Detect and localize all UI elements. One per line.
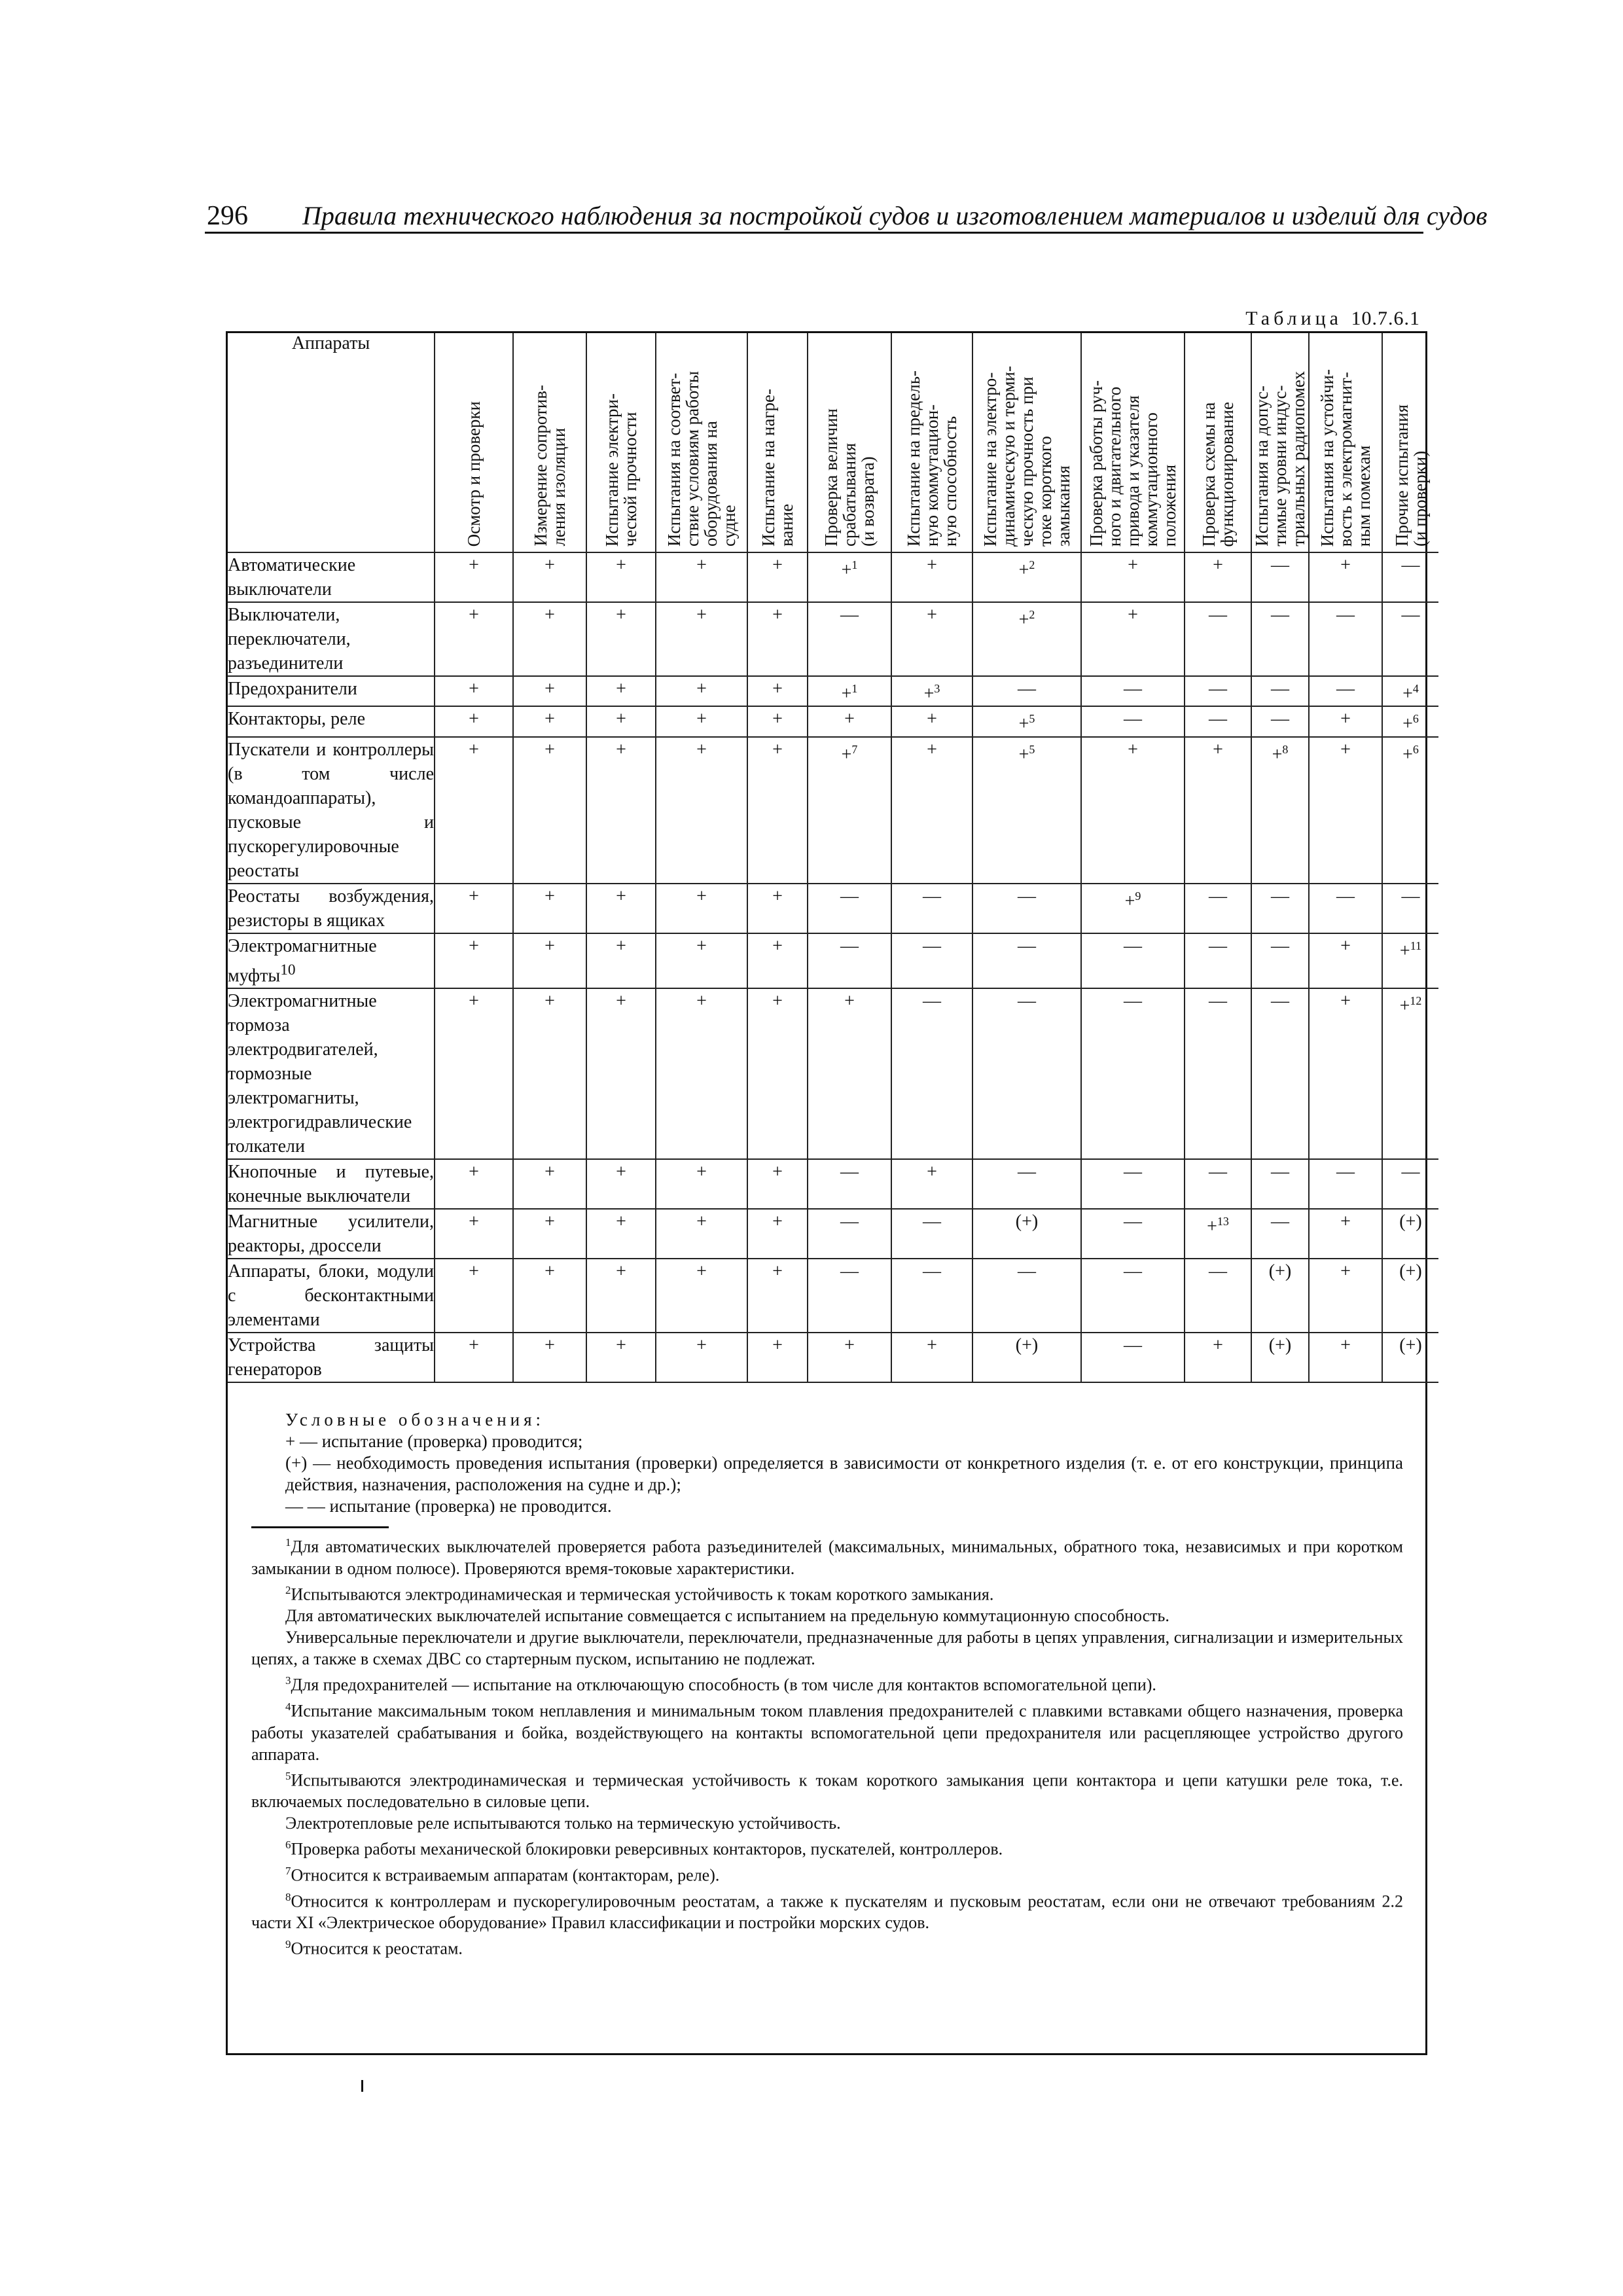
table-cell: —	[1081, 1259, 1185, 1333]
cell-footnote-ref: 1	[851, 558, 858, 571]
row-label	[228, 884, 435, 933]
table-cell: (+)	[1382, 1333, 1438, 1382]
table-cell: (+)	[1382, 1209, 1438, 1259]
table-cell: +	[513, 1333, 586, 1382]
table-cell: —	[1251, 552, 1309, 602]
table-cell: +$^2$	[972, 552, 1081, 602]
table-row	[228, 602, 1438, 676]
table-header-row	[228, 333, 1438, 552]
footnote-text: Для предохранителей — испытание на отключающую способность (в том числе для контактов вспомогательной цепи).	[291, 1675, 1156, 1695]
footnote	[251, 1765, 1403, 1813]
table-cell: —	[972, 884, 1081, 933]
column-header-label: Проверка работы руч- ного и двигательного привода и указателя коммутационного положения	[1086, 380, 1179, 547]
table-cell: +	[747, 1333, 808, 1382]
table-cell: +	[586, 706, 656, 736]
table-cell: —	[1081, 676, 1185, 706]
column-header-label: Испытание на предель- ную коммутацион- ную способность	[904, 370, 960, 547]
column-header	[1251, 333, 1309, 552]
table-cell: —	[1081, 988, 1185, 1159]
table-cell: +	[1185, 552, 1251, 602]
row-label-text: Предохранители	[228, 679, 357, 699]
cell-footnote-ref: 13	[1217, 1214, 1229, 1228]
footnote-text: Испытываются электродинамическая и термическая устойчивость к токам короткого замыкания.	[291, 1585, 994, 1604]
column-header	[1382, 333, 1438, 552]
column-header-label: Проверка величин срабатывания (и возврата)	[821, 408, 878, 547]
legend-item-dash: — — испытание (проверка) не проводится.	[285, 1496, 612, 1516]
table-cell: —	[808, 1259, 891, 1333]
table-cell: +	[747, 706, 808, 736]
table-cell: (+)	[1251, 1333, 1309, 1382]
row-label	[228, 988, 435, 1159]
table-cell: —	[1382, 552, 1438, 602]
table-cell: —	[1251, 706, 1309, 736]
table-cell: +	[435, 884, 513, 933]
table-caption	[1245, 308, 1420, 330]
footnote-mark: 3	[285, 1674, 291, 1687]
table-cell: +	[435, 1159, 513, 1209]
table-cell: +	[586, 552, 656, 602]
table-cell: (+)	[1382, 1259, 1438, 1333]
table-cell: +$^6$	[1382, 737, 1438, 884]
table-cell: +$^9$	[1081, 884, 1185, 933]
table-cell: +	[1309, 552, 1382, 602]
table-cell: +	[747, 988, 808, 1159]
table-cell: —	[972, 1159, 1081, 1209]
column-header-label: Испытания на соответ- ствие условиям работы оборудования на судне	[664, 371, 739, 547]
cell-footnote-ref: 1	[851, 682, 858, 695]
table-cell: —	[1309, 1159, 1382, 1209]
table-cell: +	[891, 1159, 972, 1209]
table-cell: —	[1185, 676, 1251, 706]
table-row	[228, 706, 1438, 736]
row-label	[228, 706, 435, 736]
requirements-table	[228, 333, 1438, 1383]
table-cell: +	[586, 737, 656, 884]
table-cell: +	[1081, 737, 1185, 884]
table-cell: +$^4$	[1382, 676, 1438, 706]
column-header	[1081, 333, 1185, 552]
table-cell: —	[891, 1209, 972, 1259]
footnote-text: Относится к реостатам.	[291, 1939, 463, 1958]
footnote	[251, 1696, 1403, 1765]
table-cell: +	[586, 988, 656, 1159]
table-cell: —	[1081, 1333, 1185, 1382]
table-cell: +	[435, 1209, 513, 1259]
table-cell: +	[435, 602, 513, 676]
table-cell: +	[747, 933, 808, 988]
footnote-mark: 4	[285, 1700, 291, 1713]
table-cell: +	[1309, 1209, 1382, 1259]
table-cell: —	[1185, 988, 1251, 1159]
table-cell: +	[1309, 706, 1382, 736]
table-cell: +$^{11}$	[1382, 933, 1438, 988]
table-cell: —	[808, 884, 891, 933]
footnote	[251, 1812, 1403, 1834]
column-header	[435, 333, 513, 552]
table-cell: —	[1185, 602, 1251, 676]
table-cell: +	[656, 988, 747, 1159]
table-cell: —	[1251, 602, 1309, 676]
table-cell: +$^5$	[972, 737, 1081, 884]
table-cell: +	[435, 933, 513, 988]
header-rule	[205, 232, 1423, 234]
table-cell: +	[747, 884, 808, 933]
table-row	[228, 1333, 1438, 1382]
table-cell: +	[586, 1159, 656, 1209]
table-cell: +	[513, 1209, 586, 1259]
table-cell: +	[891, 602, 972, 676]
legend-item-conditional: (+) — необходимость проведения испытания (проверки) определяется в зависимости от конкретного изделия (т. е. от его конструкции, принципа действия, назначения, расположения на судне и др.);	[285, 1453, 1403, 1494]
footnote-text: Проверка работы механической блокировки реверсивных контакторов, пускателей, контроллеров.	[291, 1839, 1003, 1859]
table-row	[228, 676, 1438, 706]
table-cell: —	[1081, 706, 1185, 736]
table-cell: —	[972, 1259, 1081, 1333]
footnote-text: Относится к встраиваемым аппаратам (контакторам, реле).	[291, 1865, 720, 1885]
table-cell: +	[1185, 1333, 1251, 1382]
table-cell: +	[586, 602, 656, 676]
row-label-footnote-ref: 10	[280, 961, 296, 978]
table-cell: (+)	[972, 1209, 1081, 1259]
table-cell: —	[1185, 1259, 1251, 1333]
table-cell: +	[586, 1333, 656, 1382]
table-cell: —	[1081, 1159, 1185, 1209]
row-label-text: Выключатели, переключатели, разъединители	[228, 605, 351, 673]
table-cell: —	[1251, 1209, 1309, 1259]
row-label	[228, 1333, 435, 1382]
column-header	[972, 333, 1081, 552]
row-label-text: Пускатели и контроллеры (в том числе командоаппараты), пусковые и пускорегулировочные реостаты	[228, 739, 434, 881]
row-label-text: Магнитные усилители, реакторы, дроссели	[228, 1211, 434, 1256]
table-cell: +	[656, 1259, 747, 1333]
table-cell: —	[808, 1159, 891, 1209]
table-cell: —	[1251, 1159, 1309, 1209]
cell-footnote-ref: 3	[934, 682, 940, 695]
table-body	[228, 552, 1438, 1382]
row-label-text: Кнопочные и путевые, конечные выключатели	[228, 1161, 434, 1206]
row-label	[228, 737, 435, 884]
column-header-label: Осмотр и проверки	[464, 401, 484, 547]
table-cell: —	[1081, 933, 1185, 988]
table-cell: +	[1185, 737, 1251, 884]
footnotes	[251, 1532, 1403, 1960]
table-cell: —	[1251, 676, 1309, 706]
table-cell: +	[656, 602, 747, 676]
table-cell: +	[891, 706, 972, 736]
table-caption-number: 10.7.6.1	[1351, 308, 1420, 329]
table-cell: —	[891, 988, 972, 1159]
column-header	[586, 333, 656, 552]
table-cell: +	[513, 602, 586, 676]
table-cell: —	[972, 933, 1081, 988]
table-cell: —	[891, 884, 972, 933]
table-cell: +	[586, 1209, 656, 1259]
footnote	[251, 1579, 1403, 1605]
table-cell: —	[808, 1209, 891, 1259]
table-cell: +	[435, 1259, 513, 1333]
table-cell: +	[1309, 933, 1382, 988]
table-cell: +	[1309, 1259, 1382, 1333]
table-cell: —	[1382, 884, 1438, 933]
table-cell: (+)	[972, 1333, 1081, 1382]
table-cell: +$^7$	[808, 737, 891, 884]
table-cell: +	[747, 602, 808, 676]
page-number: 296	[207, 201, 248, 231]
table-cell: +	[808, 1333, 891, 1382]
table-cell: +	[513, 1159, 586, 1209]
running-header-title: Правила технического наблюдения за постройкой судов и изготовлением материалов и изделий для судов	[302, 201, 1488, 230]
row-label	[228, 1259, 435, 1333]
table-cell: +	[891, 1333, 972, 1382]
footnote	[251, 1605, 1403, 1626]
table-cell: +	[435, 706, 513, 736]
table-cell: —	[1251, 988, 1309, 1159]
column-header-label: Испытания на устойчи- вость к электромагнит- ным помехам	[1317, 368, 1374, 547]
footnote-text: Испытание максимальным током неплавления и минимальным током плавления предохранителей с плавкими вставками общего назначения, проверка работы указателей срабатывания и бойка, воздействующего на контакты вспомогательной цепи предохранителя или расцепляющее устройство другого аппарата.	[251, 1701, 1403, 1764]
table-cell: +	[1309, 988, 1382, 1159]
cell-footnote-ref: 8	[1282, 742, 1289, 756]
table-cell: +$^1$	[808, 676, 891, 706]
table-cell: +$^8$	[1251, 737, 1309, 884]
table-cell: +	[435, 676, 513, 706]
table-cell: —	[1251, 933, 1309, 988]
table-cell: +	[1309, 1333, 1382, 1382]
cell-footnote-ref: 7	[851, 742, 858, 756]
column-header-label: Испытание на электро- динамическую и терми- ческую прочность при токе короткого замыкания	[980, 365, 1073, 547]
table-cell: —	[972, 988, 1081, 1159]
column-header-label: Измерение сопротив- ления изоляции	[531, 385, 569, 547]
table-cell: +	[1081, 552, 1185, 602]
table-cell: +	[513, 933, 586, 988]
table-cell: +	[586, 933, 656, 988]
table-cell: —	[1309, 602, 1382, 676]
table-frame	[226, 331, 1430, 2055]
table-row	[228, 988, 1438, 1159]
row-label	[228, 602, 435, 676]
table-cell: +	[747, 552, 808, 602]
column-header-label: Проверка схемы на функционирование	[1199, 401, 1237, 547]
footnote-text: Для автоматических выключателей проверяется работа разъединителей (максимальных, минимальных, обратного тока, независимых и при коротком замыкании в одном полюсе). Проверяются время-токовые характеристики.	[251, 1537, 1403, 1578]
column-header-label: Прочие испытания (и проверки)	[1391, 404, 1430, 547]
table-cell: —	[972, 676, 1081, 706]
cell-footnote-ref: 4	[1412, 682, 1419, 695]
footnote-text: Для автоматических выключателей испытание совмещается с испытанием на предельную коммутационную способность.	[285, 1606, 1169, 1626]
cell-footnote-ref: 5	[1029, 712, 1035, 726]
table-cell: —	[891, 933, 972, 988]
table-cell: —	[808, 933, 891, 988]
column-header-label: Испытание электри- ческой прочности	[602, 393, 640, 547]
table-cell: +	[656, 1333, 747, 1382]
table-row	[228, 1209, 1438, 1259]
row-label-text: Автоматические выключатели	[228, 555, 356, 600]
footnote	[251, 1532, 1403, 1579]
legend-item-plus: + — испытание (проверка) проводится;	[285, 1431, 583, 1451]
table-row	[228, 933, 1438, 988]
cell-footnote-ref: 2	[1029, 608, 1035, 621]
table-cell: +	[435, 737, 513, 884]
footnote-text: Относится к контроллерам и пускорегулировочным реостатам, а также к пускателям и пусковым реостатам, если они не отвечают требованиям 2.2 части XI «Электрическое оборудование» Правил классификации и постройки морских судов.	[251, 1892, 1403, 1933]
table-cell: +$^2$	[972, 602, 1081, 676]
table-cell: +$^5$	[972, 706, 1081, 736]
cell-footnote-ref: 11	[1410, 939, 1422, 952]
row-label-text: Контакторы, реле	[228, 709, 366, 730]
footnote-text: Универсальные переключатели и другие выключатели, переключатели, предназначенные для работы в цепях управления, сигнализации и измерительных цепях, а также в схемах ДВС со стартерным пуском, испытанию не подлежат.	[251, 1628, 1403, 1669]
table-row	[228, 737, 1438, 884]
table-cell: +	[1309, 737, 1382, 884]
row-label	[228, 1159, 435, 1209]
table-cell: +	[747, 737, 808, 884]
column-header	[1185, 333, 1251, 552]
table-cell: +	[513, 676, 586, 706]
column-header	[808, 333, 891, 552]
footnote	[251, 1933, 1403, 1960]
table-cell: +	[747, 1209, 808, 1259]
table-cell: —	[1185, 1159, 1251, 1209]
table-cell: +	[656, 1209, 747, 1259]
table-cell: —	[808, 602, 891, 676]
cell-footnote-ref: 5	[1029, 742, 1035, 756]
row-label-text: Электромагнитные муфты	[228, 935, 377, 986]
table-cell: —	[1382, 1159, 1438, 1209]
cell-footnote-ref: 6	[1412, 712, 1419, 726]
table-cell: —	[1081, 1209, 1185, 1259]
table-row	[228, 1159, 1438, 1209]
row-label-text: Устройства защиты генераторов	[228, 1335, 434, 1380]
table-cell: +	[656, 1159, 747, 1209]
table-cell: —	[891, 1259, 972, 1333]
stray-mark	[361, 2080, 363, 2092]
table-cell: —	[1309, 884, 1382, 933]
cell-footnote-ref: 12	[1410, 994, 1422, 1007]
table-cell: (+)	[1251, 1259, 1309, 1333]
table-cell: +	[513, 988, 586, 1159]
footnote-mark: 9	[285, 1938, 291, 1951]
cell-footnote-ref: 6	[1412, 742, 1419, 756]
table-cell: +	[656, 676, 747, 706]
footnote	[251, 1860, 1403, 1886]
table-cell: +	[747, 1259, 808, 1333]
table-cell: —	[1185, 884, 1251, 933]
table-cell: —	[1251, 884, 1309, 933]
footnote	[251, 1626, 1403, 1670]
table-cell: +	[513, 737, 586, 884]
footnote-text: Испытываются электродинамическая и термическая устойчивость к токам короткого замыкания цепи контактора и цепи катушки реле тока, т.е. включаемых последовательно в силовые цепи.	[251, 1770, 1403, 1812]
header-apparatus: Аппараты	[228, 333, 435, 552]
row-label	[228, 1209, 435, 1259]
table-cell: +$^{13}$	[1185, 1209, 1251, 1259]
footnote-mark: 2	[285, 1583, 291, 1596]
table-cell: +	[435, 1333, 513, 1382]
column-header	[656, 333, 747, 552]
table-row	[228, 552, 1438, 602]
table-cell: +	[656, 552, 747, 602]
footnote-mark: 5	[285, 1769, 291, 1782]
table-cell: +	[513, 1259, 586, 1333]
column-header-label: Испытания на допус- тимые уровни индус- триальных радиопомех	[1252, 371, 1308, 547]
row-label-text: Реостаты возбуждения, резисторы в ящиках	[228, 886, 434, 931]
column-header-label: Испытание на нагре- вание	[758, 389, 796, 547]
legend-title: Условные обозначения:	[285, 1410, 545, 1429]
table-cell: +	[435, 988, 513, 1159]
table-cell: +	[656, 706, 747, 736]
column-header	[1309, 333, 1382, 552]
footnote-mark: 8	[285, 1890, 291, 1903]
table-cell: +	[586, 1259, 656, 1333]
table-cell: +$^6$	[1382, 706, 1438, 736]
table-cell: +	[747, 676, 808, 706]
table-cell: +	[891, 737, 972, 884]
table-cell: +	[586, 884, 656, 933]
table-cell: —	[1309, 676, 1382, 706]
table-cell: +$^{12}$	[1382, 988, 1438, 1159]
table-cell: +	[435, 552, 513, 602]
legend	[251, 1409, 1403, 1517]
cell-footnote-ref: 2	[1029, 558, 1035, 571]
table-cell: +$^1$	[808, 552, 891, 602]
footnote	[251, 1670, 1403, 1696]
table-cell: +	[808, 706, 891, 736]
row-label-text: Электромагнитные тормоза электродвигателей, тормозные электромагниты, электрогидравлические толкатели	[228, 990, 412, 1157]
footnote-mark: 1	[285, 1536, 291, 1549]
cell-footnote-ref: 9	[1135, 889, 1141, 903]
table-cell: +$^3$	[891, 676, 972, 706]
column-header	[891, 333, 972, 552]
table-row	[228, 884, 1438, 933]
table-cell: +	[808, 988, 891, 1159]
table-cell: +	[513, 552, 586, 602]
table-cell: +	[1081, 602, 1185, 676]
footnote	[251, 1834, 1403, 1860]
footnote-text: Электротепловые реле испытываются только на термическую устойчивость.	[285, 1814, 841, 1833]
column-header	[747, 333, 808, 552]
table-cell: —	[1382, 602, 1438, 676]
row-label-text: Аппараты, блоки, модули с бесконтактными элементами	[228, 1261, 434, 1330]
table-cell: +	[656, 933, 747, 988]
footnote-rule	[251, 1526, 389, 1528]
footnote-mark: 7	[285, 1864, 291, 1877]
table-cell: +	[656, 737, 747, 884]
row-label	[228, 552, 435, 602]
table-row	[228, 1259, 1438, 1333]
table-cell: +	[513, 884, 586, 933]
table-cell: +	[891, 552, 972, 602]
column-header	[513, 333, 586, 552]
footnote	[251, 1886, 1403, 1934]
table-caption-word: Таблица	[1245, 308, 1342, 329]
table-cell: +	[656, 884, 747, 933]
table-cell: +	[586, 676, 656, 706]
table-cell: +	[747, 1159, 808, 1209]
row-label	[228, 933, 435, 988]
table-cell: +	[513, 706, 586, 736]
table-cell: —	[1185, 933, 1251, 988]
table-cell: —	[1185, 706, 1251, 736]
row-label	[228, 676, 435, 706]
footnote-mark: 6	[285, 1839, 291, 1852]
